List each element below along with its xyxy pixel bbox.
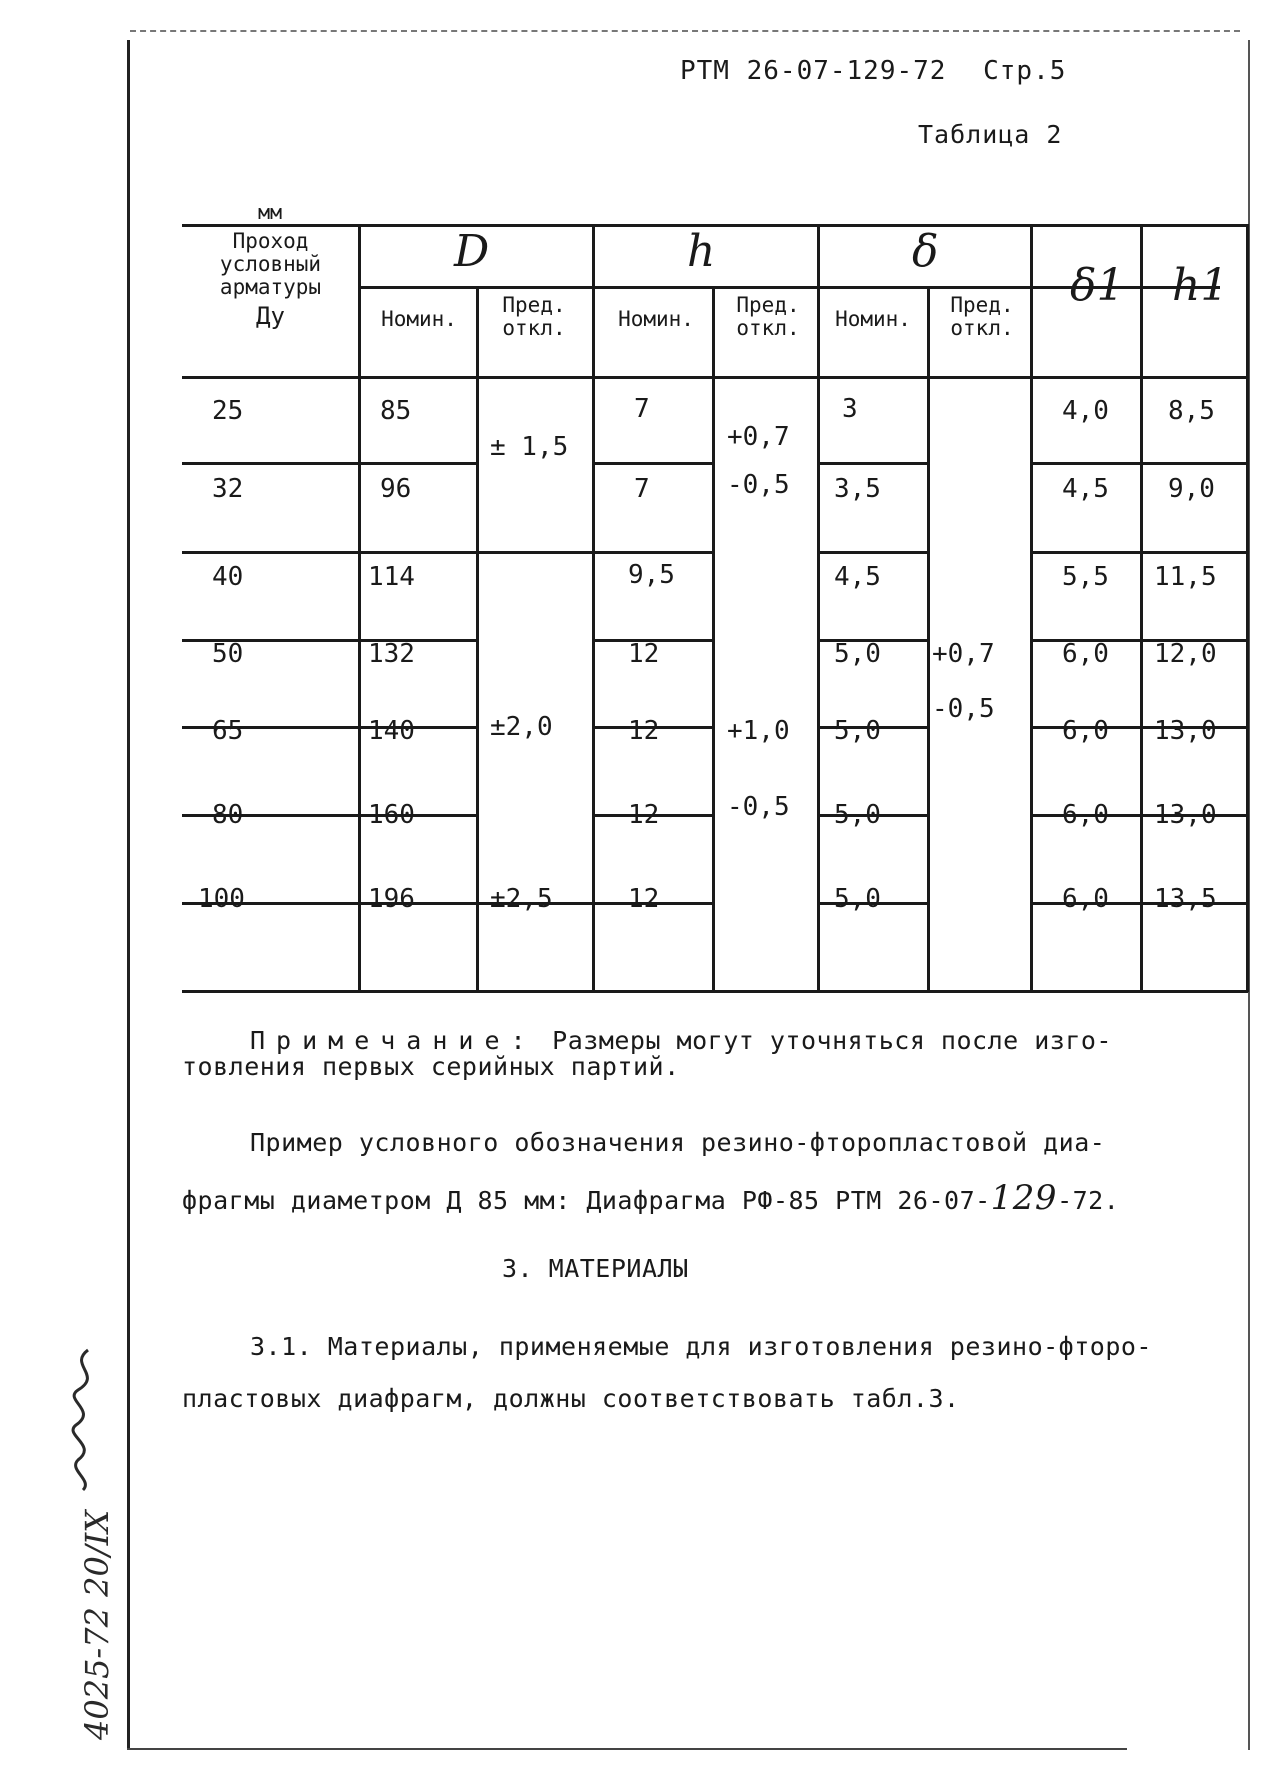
example-text: фрагмы диаметром Д 85 мм: Диафрагма РФ-85 РТМ 26-07-	[182, 1186, 991, 1215]
delta-tolerance-minus: -0,5	[932, 694, 995, 724]
D-nominal-cell: 140	[368, 716, 415, 746]
dn-cell: 65	[212, 716, 244, 746]
header-bottom-line	[182, 376, 1248, 379]
D-nominal-cell: 96	[380, 474, 412, 504]
D-tolerance-c: ±2,5	[490, 884, 553, 914]
h-nominal-cell: 7	[634, 474, 650, 504]
row-header-line: Проход	[232, 229, 309, 253]
col-line	[1140, 224, 1143, 992]
h1-cell: 11,5	[1154, 562, 1217, 592]
h-nominal-cell: 9,5	[628, 560, 675, 590]
dn-cell: 25	[212, 396, 244, 426]
h-tolerance-b-minus: -0,5	[727, 792, 790, 822]
document-reference	[680, 56, 1066, 86]
symbol-h: h	[687, 226, 716, 277]
dimensions-table	[182, 224, 1248, 992]
subheader-nominal: Номин.	[618, 307, 694, 331]
example-tail: -72.	[1057, 1186, 1120, 1215]
delta1-cell: 4,0	[1062, 396, 1109, 426]
h1-cell: 9,0	[1168, 474, 1215, 504]
bottom-border-line	[127, 1748, 1127, 1750]
delta-nominal-cell: 5,0	[834, 800, 881, 830]
dn-cell: 32	[212, 474, 244, 504]
table-title: Таблица 2	[918, 120, 1063, 149]
h-nominal-cell: 12	[628, 716, 660, 746]
dn-cell: 80	[212, 800, 244, 830]
D-nominal-cell: 160	[368, 800, 415, 830]
col-line	[712, 286, 715, 992]
h-nominal-cell: 12	[628, 639, 660, 669]
symbol-delta1: δ1	[1070, 260, 1125, 311]
h-nominal-cell: 12	[628, 884, 660, 914]
paragraph-line-2: пластовых диафрагм, должны соответствовать табл.3.	[182, 1384, 960, 1413]
row-line	[1030, 462, 1248, 465]
delta1-cell: 6,0	[1062, 800, 1109, 830]
col-line	[1246, 224, 1249, 992]
col-line	[592, 224, 595, 992]
subheader-nominal: Номин.	[835, 307, 911, 331]
row-header-line: Ду	[256, 302, 285, 330]
h-tolerance-a-minus: -0,5	[727, 470, 790, 500]
row-header-line: условный	[219, 252, 322, 276]
handwritten-margin-note: 4025-72 20/IX	[78, 1509, 116, 1740]
delta1-cell: 6,0	[1062, 884, 1109, 914]
subheader-tolerance: Пред. откл.	[502, 293, 566, 340]
h1-cell: 12,0	[1154, 639, 1217, 669]
row-header-line: арматуры	[219, 275, 322, 299]
h-tolerance-b-plus: +1,0	[727, 716, 790, 746]
h1-cell: 13,0	[1154, 800, 1217, 830]
dn-cell: 40	[212, 562, 244, 592]
col-line	[817, 224, 820, 992]
subheader-tolerance: Пред. откл.	[950, 293, 1014, 340]
delta-tolerance-plus: +0,7	[932, 639, 995, 669]
note-label: Примечание:	[250, 1026, 537, 1055]
col-line	[476, 286, 479, 992]
symbol-delta: δ	[912, 226, 939, 277]
row-line	[817, 551, 927, 554]
subheader-tolerance: Пред. откл.	[736, 293, 800, 340]
delta1-cell: 6,0	[1062, 716, 1109, 746]
note-line-2: товления первых серийных партий.	[182, 1052, 680, 1081]
symbol-D: D	[454, 226, 490, 277]
h-tolerance-a-plus: +0,7	[727, 422, 790, 452]
handwritten-number: 129	[990, 1178, 1058, 1218]
section-title: 3. МАТЕРИАЛЫ	[502, 1254, 689, 1283]
example-line-2	[182, 1178, 1119, 1218]
delta1-cell: 5,5	[1062, 562, 1109, 592]
row-line	[817, 462, 927, 465]
col-line	[358, 224, 361, 992]
col-line	[927, 286, 930, 992]
dn-cell: 100	[198, 884, 245, 914]
D-tolerance-b: ±2,0	[490, 712, 553, 742]
note-line-1	[250, 1026, 1112, 1055]
row-line	[182, 462, 476, 465]
h1-cell: 13,0	[1154, 716, 1217, 746]
delta1-cell: 6,0	[1062, 639, 1109, 669]
row-line	[182, 551, 712, 554]
D-nominal-cell: 114	[368, 562, 415, 592]
delta-nominal-cell: 4,5	[834, 562, 881, 592]
doc-ref: РТМ 26-07-129-72	[680, 56, 947, 86]
table-bottom-border	[182, 990, 1248, 993]
left-margin-line	[127, 40, 130, 1750]
D-nominal-cell: 196	[368, 884, 415, 914]
D-nominal-cell: 85	[380, 396, 412, 426]
row-header-cell	[188, 230, 353, 328]
col-line	[1030, 224, 1033, 992]
D-nominal-cell: 132	[368, 639, 415, 669]
delta-nominal-cell: 5,0	[834, 884, 881, 914]
example-line-1: Пример условного обозначения резино-фторопластовой диа-	[250, 1128, 1106, 1157]
h1-cell: 13,5	[1154, 884, 1217, 914]
row-line	[592, 462, 712, 465]
subheader-nominal: Номин.	[381, 307, 457, 331]
delta-nominal-cell: 5,0	[834, 716, 881, 746]
h1-cell: 8,5	[1168, 396, 1215, 426]
row-line	[1030, 551, 1248, 554]
delta-nominal-cell: 3,5	[834, 474, 881, 504]
delta-nominal-cell: 3	[842, 394, 858, 424]
page-top-edge	[130, 30, 1240, 32]
D-tolerance-a: ± 1,5	[490, 432, 569, 462]
signature-scribble	[58, 1345, 108, 1495]
page-number: Стр.5	[983, 56, 1067, 86]
note-text: Размеры могут уточняться после изго-	[552, 1026, 1112, 1055]
delta-nominal-cell: 5,0	[834, 639, 881, 669]
dn-cell: 50	[212, 639, 244, 669]
h-nominal-cell: 7	[634, 394, 650, 424]
symbol-h1: h1	[1172, 260, 1229, 311]
delta1-cell: 4,5	[1062, 474, 1109, 504]
paragraph-line-1: 3.1. Материалы, применяемые для изготовления резино-фторо-	[250, 1332, 1152, 1361]
unit-label: мм	[258, 200, 283, 224]
h-nominal-cell: 12	[628, 800, 660, 830]
